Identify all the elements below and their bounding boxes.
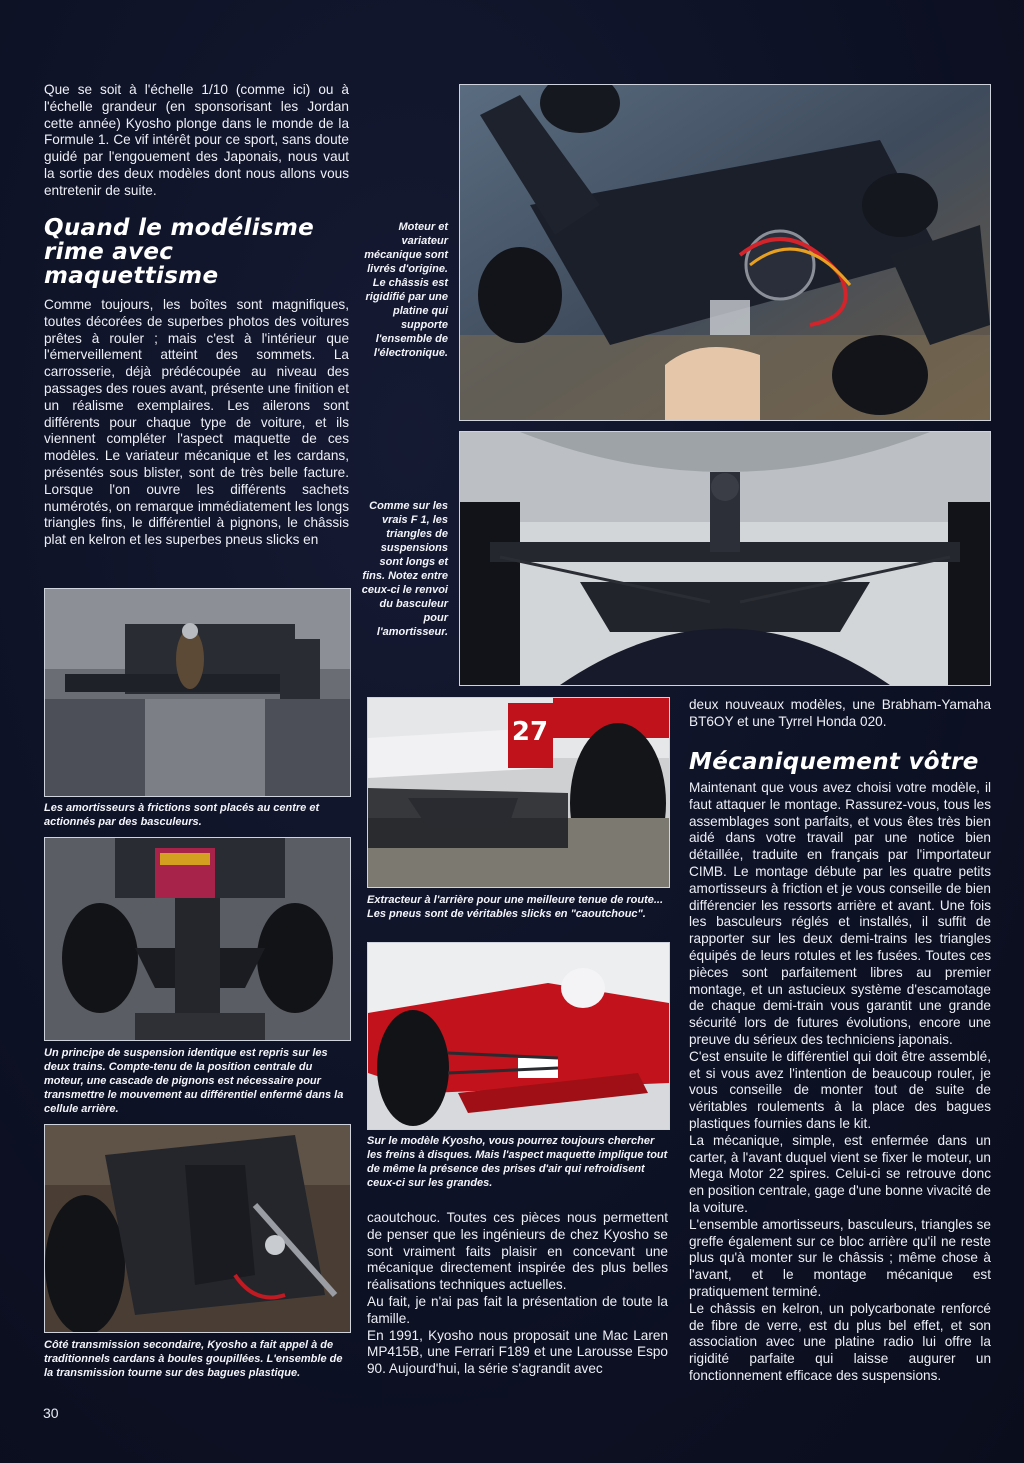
heading-mecaniquement: Mécaniquement vôtre <box>689 749 979 775</box>
section-1-paragraph: Comme toujours, les boîtes sont magnifiques, toutes décorées de superbes photos des voitures prêtes à rouler ; mais c'est à l'intérieur que l'émerveillement atteint des sommets. La carrosserie, déjà prédécoupée au niveau des passages des roues avant, présente une finition et un réalisme exemplaires. Les ailerons sont différents pour chaque type de voiture, et ils viennent compléter l'aspect maquette de ces modèles. Le variateur mécanique et les cardans, présentés sous blister, sont de très belle facture. Lorsque l'on ouvre les différents sachets numérotés, on remarque immédiatement les longs triangles fins, le différentiel à pignons, le châssis plat en kelron et les superbes pneus slicks en <box>44 297 349 548</box>
page-number: 30 <box>43 1405 59 1421</box>
caption-principle: Un principe de suspension identique est repris sur les deux trains. Compte-tenu de la position centrale du moteur, une cascade de pignons est nécessaire pour transmettre le mouvement au différentiel enfermé dans la cellule arrière. <box>44 1047 344 1115</box>
photo-friction-shocks <box>44 588 351 797</box>
middle-paragraph: caoutchouc. Toutes ces pièces nous permettent de penser que les ingénieurs de chez Kyosho se sont vraiment faits plaisir en concevant une mécanique directement inspirée des plus belles réalisations techniques actuelles. Au fait, je n'ai pas fait la présentation de toute la famille. En 1991, Kyosho nous proposait une Mac Laren MP415B, une Ferrari F189 et une Larousse Espo 90. Aujourd'hui, la série s'agrandit avec <box>367 1210 668 1377</box>
caption-suspension: Comme sur les vrais F 1, les triangles de suspensions sont longs et fins. Notez entre ceux-ci le renvoi du basculeur pour l'amortisseur. <box>361 500 448 638</box>
car-number-label: 27 <box>511 717 549 747</box>
photo-rear-extractor <box>367 697 670 888</box>
photo-front-suspension <box>459 431 991 686</box>
caption-extractor: Extracteur à l'arrière pour une meilleure tenue de route... Les pneus sont de véritables slicks en "caoutchouc". <box>367 894 664 920</box>
caption-transmission: Côté transmission secondaire, Kyosho a fait appel à de traditionnels cardans à boules goupillées. L'ensemble de la transmission tourne sur des bagues plastique. <box>44 1339 343 1379</box>
heading-modelisme: Quand le modélisme rime avec maquettisme <box>44 215 315 289</box>
photo-chassis-in-hand <box>459 84 991 421</box>
caption-shocks: Les amortisseurs à frictions sont placés au centre et actionnés par des basculeurs. <box>44 802 320 828</box>
section-2-paragraph: Maintenant que vous avez choisi votre modèle, il faut attaquer le montage. Rassurez-vous, tous les assemblages sont parfaits, et vous êtes très bien aidé dans votre travail par une notice bien détaillée, traduite en français par l'importateur CIMB. Le montage débute par les quatre petits amortisseurs à friction et je vous conseille de bien différencier les ressorts arrière et avant. Une fois les basculeurs réglés et installés, il suffit de rapporter sur les deux demi-trains les triangles équipés de leurs rotules et les fusées. Toutes ces pièces sont parfaitement libres au premier montage, et un astucieux système d'escamotage de chaque demi-train vous garantit une grande sécurité lors de futures évolutions, encore une preuve du sérieux des techniciens japonais. C'est ensuite le différentiel qui doit être assemblé, et si vous avez l'intention de beaucoup rouler, je vous conseille de monter tout de suite de véritables roulements à la place des bagues plastiques fournies dans le kit. La mécanique, simple, est enfermée dans un carter, à l'avant duquel vient se fixer le moteur, un Mega Motor 22 spires. Celui-ci se retrouve donc en position centrale, gage d'une bonne vivacité de la voiture. L'ensemble amortisseurs, basculeurs, triangles se greffe également sur ce bloc arrière qu'il ne reste plus qu'à monter sur le châssis ; même chose à l'avant, et le montage mécanique est pratiquement terminé. Le châssis en kelron, un polycarbonate renforcé de fibre de verre, est du plus bel effet, et son association avec une platine radio lui offre la rigidité parfaite qui laisse augurer un fonctionnement efficace des suspensions. <box>689 780 991 1383</box>
caption-motor: Moteur et variateur mécanique sont livrés d'origine. Le châssis est rigidifié par une platine qui supporte l'ensemble de l'électronique. <box>364 221 448 359</box>
photo-rear-motor <box>44 837 351 1041</box>
intro-paragraph: Que se soit à l'échelle 1/10 (comme ici) ou à l'échelle grandeur (en sponsorisant les Jordan cette année) Kyosho plonge dans le monde de la Formule 1. Ce vif intérêt pour ce sport, sans doute guidé par l'engouement des Japonais, nous vaut la sortie des deux modèles dont nous allons vous entretenir de suite. <box>44 82 349 198</box>
right-top-paragraph: deux nouveaux modèles, une Brabham-Yamaha BT6OY et une Tyrrel Honda 020. <box>689 697 991 729</box>
caption-brakes: Sur le modèle Kyosho, vous pourrez toujours chercher les freins à disques. Mais l'aspect maquette implique tout de même la présence des prises d'air qui refroidisent ceux-ci sur les grandes. <box>367 1135 668 1189</box>
photo-ferrari-front <box>367 942 670 1130</box>
photo-transmission <box>44 1124 351 1333</box>
